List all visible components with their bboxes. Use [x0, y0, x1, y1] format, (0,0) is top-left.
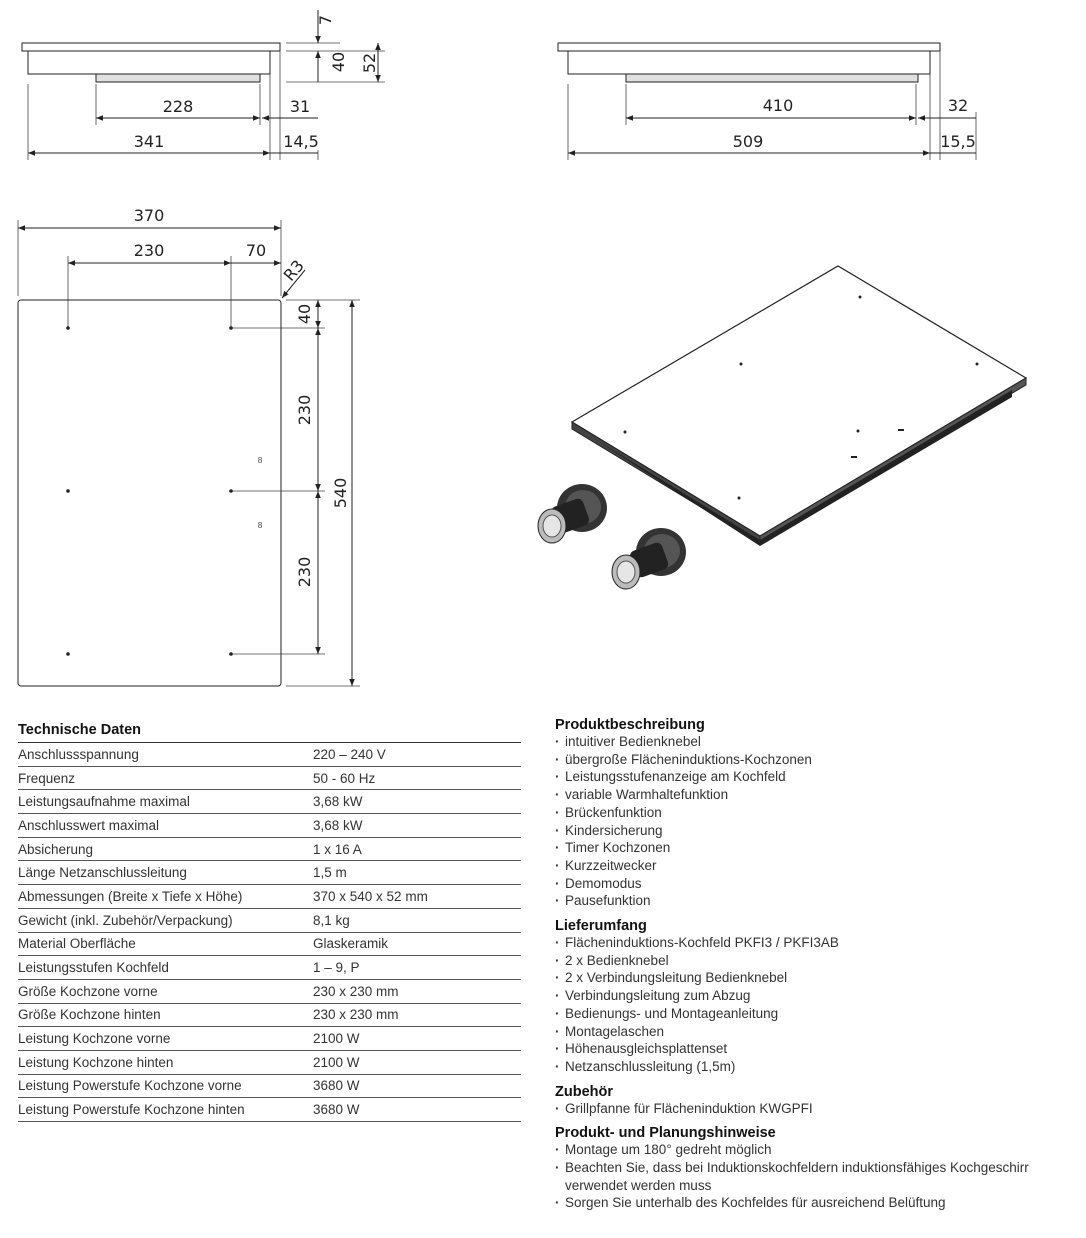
list-item: · 2 x Verbindungsleitung Bedienknebel	[555, 969, 1075, 987]
spec-value: 220 – 240 V	[313, 746, 386, 762]
technical-data-table	[18, 722, 521, 1122]
spec-row	[18, 885, 521, 909]
technical-data-title: Technische Daten	[18, 722, 521, 743]
dim-410: 410	[762, 96, 794, 115]
zone-marker-1: 8	[257, 456, 263, 465]
list-item: · 2 x Bedienknebel	[555, 952, 1075, 970]
control-knob-2	[612, 528, 686, 589]
spec-label: Leistung Powerstufe Kochzone vorne	[18, 1078, 242, 1094]
spec-label: Leistung Kochzone hinten	[18, 1054, 174, 1070]
spec-row	[18, 933, 521, 957]
spec-row	[18, 980, 521, 1004]
dim-7: 7	[316, 14, 335, 26]
list-item: · Brückenfunktion	[555, 804, 1075, 822]
spec-row	[18, 814, 521, 838]
list-item: · übergroße Flächeninduktions-Kochzonen	[555, 751, 1075, 769]
list-item: · Montagelaschen	[555, 1023, 1075, 1041]
list-item: · Demomodus	[555, 875, 1075, 893]
spec-value: 370 x 540 x 52 mm	[313, 888, 428, 904]
product-description-list	[555, 733, 1075, 910]
spec-value: 2100 W	[313, 1054, 360, 1070]
list-item: · intuitiver Bedienknebel	[555, 733, 1075, 751]
spec-value: 3,68 kW	[313, 794, 363, 810]
list-item: · Höhenausgleichsplattenset	[555, 1040, 1075, 1058]
spec-row	[18, 1027, 521, 1051]
spec-label: Abmessungen (Breite x Tiefe x Höhe)	[18, 888, 243, 904]
spec-row	[18, 743, 521, 767]
dim-15-5: 15,5	[940, 132, 976, 151]
spec-value: 1 x 16 A	[313, 841, 362, 857]
delivery-scope-title: Lieferumfang	[555, 918, 647, 935]
spec-label: Absicherung	[18, 841, 94, 857]
dim-230-horizontal: 230	[133, 241, 165, 260]
spec-row	[18, 838, 521, 862]
list-item: · Pausefunktion	[555, 892, 1075, 910]
cooktop-perspective-image	[538, 266, 1026, 589]
spec-value: Glaskeramik	[313, 936, 389, 952]
dim-509: 509	[732, 132, 764, 151]
dim-230-lower: 230	[295, 556, 314, 588]
spec-row	[18, 909, 521, 933]
product-description-title: Produktbeschreibung	[555, 717, 705, 733]
spec-label: Leistung Powerstufe Kochzone hinten	[18, 1102, 245, 1118]
spec-value: 2100 W	[313, 1031, 360, 1047]
list-item: · Kurzzeitwecker	[555, 857, 1075, 875]
top-view	[18, 206, 360, 686]
dim-r3: R3	[279, 256, 308, 285]
list-item: · Sorgen Sie unterhalb des Kochfeldes für ausreichend Belüftung	[555, 1194, 1075, 1212]
dim-14-5: 14,5	[283, 132, 319, 151]
list-item: · Grillpfanne für Flächeninduktion KWGPFI	[555, 1100, 1075, 1118]
spec-label: Größe Kochzone hinten	[18, 1007, 161, 1023]
spec-value: 230 x 230 mm	[313, 1007, 399, 1023]
list-item: · Flächeninduktions-Kochfeld PKFI3 / PKFI3AB	[555, 934, 1075, 952]
spec-value: 8,1 kg	[313, 912, 350, 928]
spec-value: 230 x 230 mm	[313, 983, 399, 999]
spec-label: Größe Kochzone vorne	[18, 983, 158, 999]
spec-label: Anschlussspannung	[18, 746, 139, 762]
accessories-list	[555, 1100, 1075, 1118]
dim-230-upper: 230	[295, 394, 314, 426]
spec-label: Leistung Kochzone vorne	[18, 1031, 171, 1047]
spec-value: 3680 W	[313, 1102, 360, 1118]
spec-label: Material Oberfläche	[18, 936, 136, 952]
spec-row	[18, 1075, 521, 1099]
side-view-width	[558, 43, 976, 160]
list-item: · Kindersicherung	[555, 822, 1075, 840]
spec-row	[18, 790, 521, 814]
dim-228: 228	[162, 97, 194, 116]
spec-label: Frequenz	[18, 770, 76, 786]
spec-value: 50 - 60 Hz	[313, 770, 376, 786]
list-item: · Timer Kochzonen	[555, 839, 1075, 857]
control-knob-1	[538, 484, 607, 543]
accessories-title: Zubehör	[555, 1083, 613, 1100]
list-item: · Verbindungsleitung zum Abzug	[555, 987, 1075, 1005]
dim-341: 341	[133, 132, 165, 151]
list-item: · Beachten Sie, dass bei Induktionskochfeldern induktionsfähiges Kochgeschirr verwendet werden muss	[555, 1159, 1075, 1194]
spec-row	[18, 1098, 521, 1122]
zone-marker-2: 8	[257, 521, 263, 530]
spec-label: Leistungsstufen Kochfeld	[18, 960, 169, 976]
list-item: · Netzanschlussleitung (1,5m)	[555, 1058, 1075, 1076]
dim-70: 70	[245, 241, 267, 260]
spec-row	[18, 767, 521, 791]
list-item: · Leistungsstufenanzeige am Kochfeld	[555, 768, 1075, 786]
dim-40-top: 40	[295, 303, 314, 325]
spec-label: Gewicht (inkl. Zubehör/Verpackung)	[18, 912, 233, 928]
dim-31: 31	[289, 97, 311, 116]
dim-32: 32	[947, 96, 969, 115]
spec-label: Leistungsaufnahme maximal	[18, 794, 190, 810]
delivery-scope-list	[555, 934, 1075, 1076]
spec-value: 1 – 9, P	[313, 960, 360, 976]
spec-row	[18, 1051, 521, 1075]
dim-40: 40	[329, 51, 348, 73]
spec-row	[18, 1004, 521, 1028]
side-view-depth	[22, 10, 385, 160]
spec-label: Anschlusswert maximal	[18, 817, 160, 833]
spec-row	[18, 956, 521, 980]
description-column	[555, 717, 1075, 1212]
list-item: · Montage um 180° gedreht möglich	[555, 1141, 1075, 1159]
list-item: · Bedienungs- und Montageanleitung	[555, 1005, 1075, 1023]
dim-540: 540	[331, 477, 350, 509]
planning-notes-list	[555, 1141, 1075, 1212]
spec-row	[18, 861, 521, 885]
dim-52: 52	[360, 52, 379, 74]
spec-value: 3,68 kW	[313, 817, 363, 833]
planning-notes-title: Produkt- und Planungshinweise	[555, 1125, 776, 1142]
list-item: · variable Warmhaltefunktion	[555, 786, 1075, 804]
spec-label: Länge Netzanschlussleitung	[18, 865, 187, 881]
dim-370: 370	[133, 206, 165, 225]
spec-value: 3680 W	[313, 1078, 360, 1094]
spec-value: 1,5 m	[313, 865, 347, 881]
